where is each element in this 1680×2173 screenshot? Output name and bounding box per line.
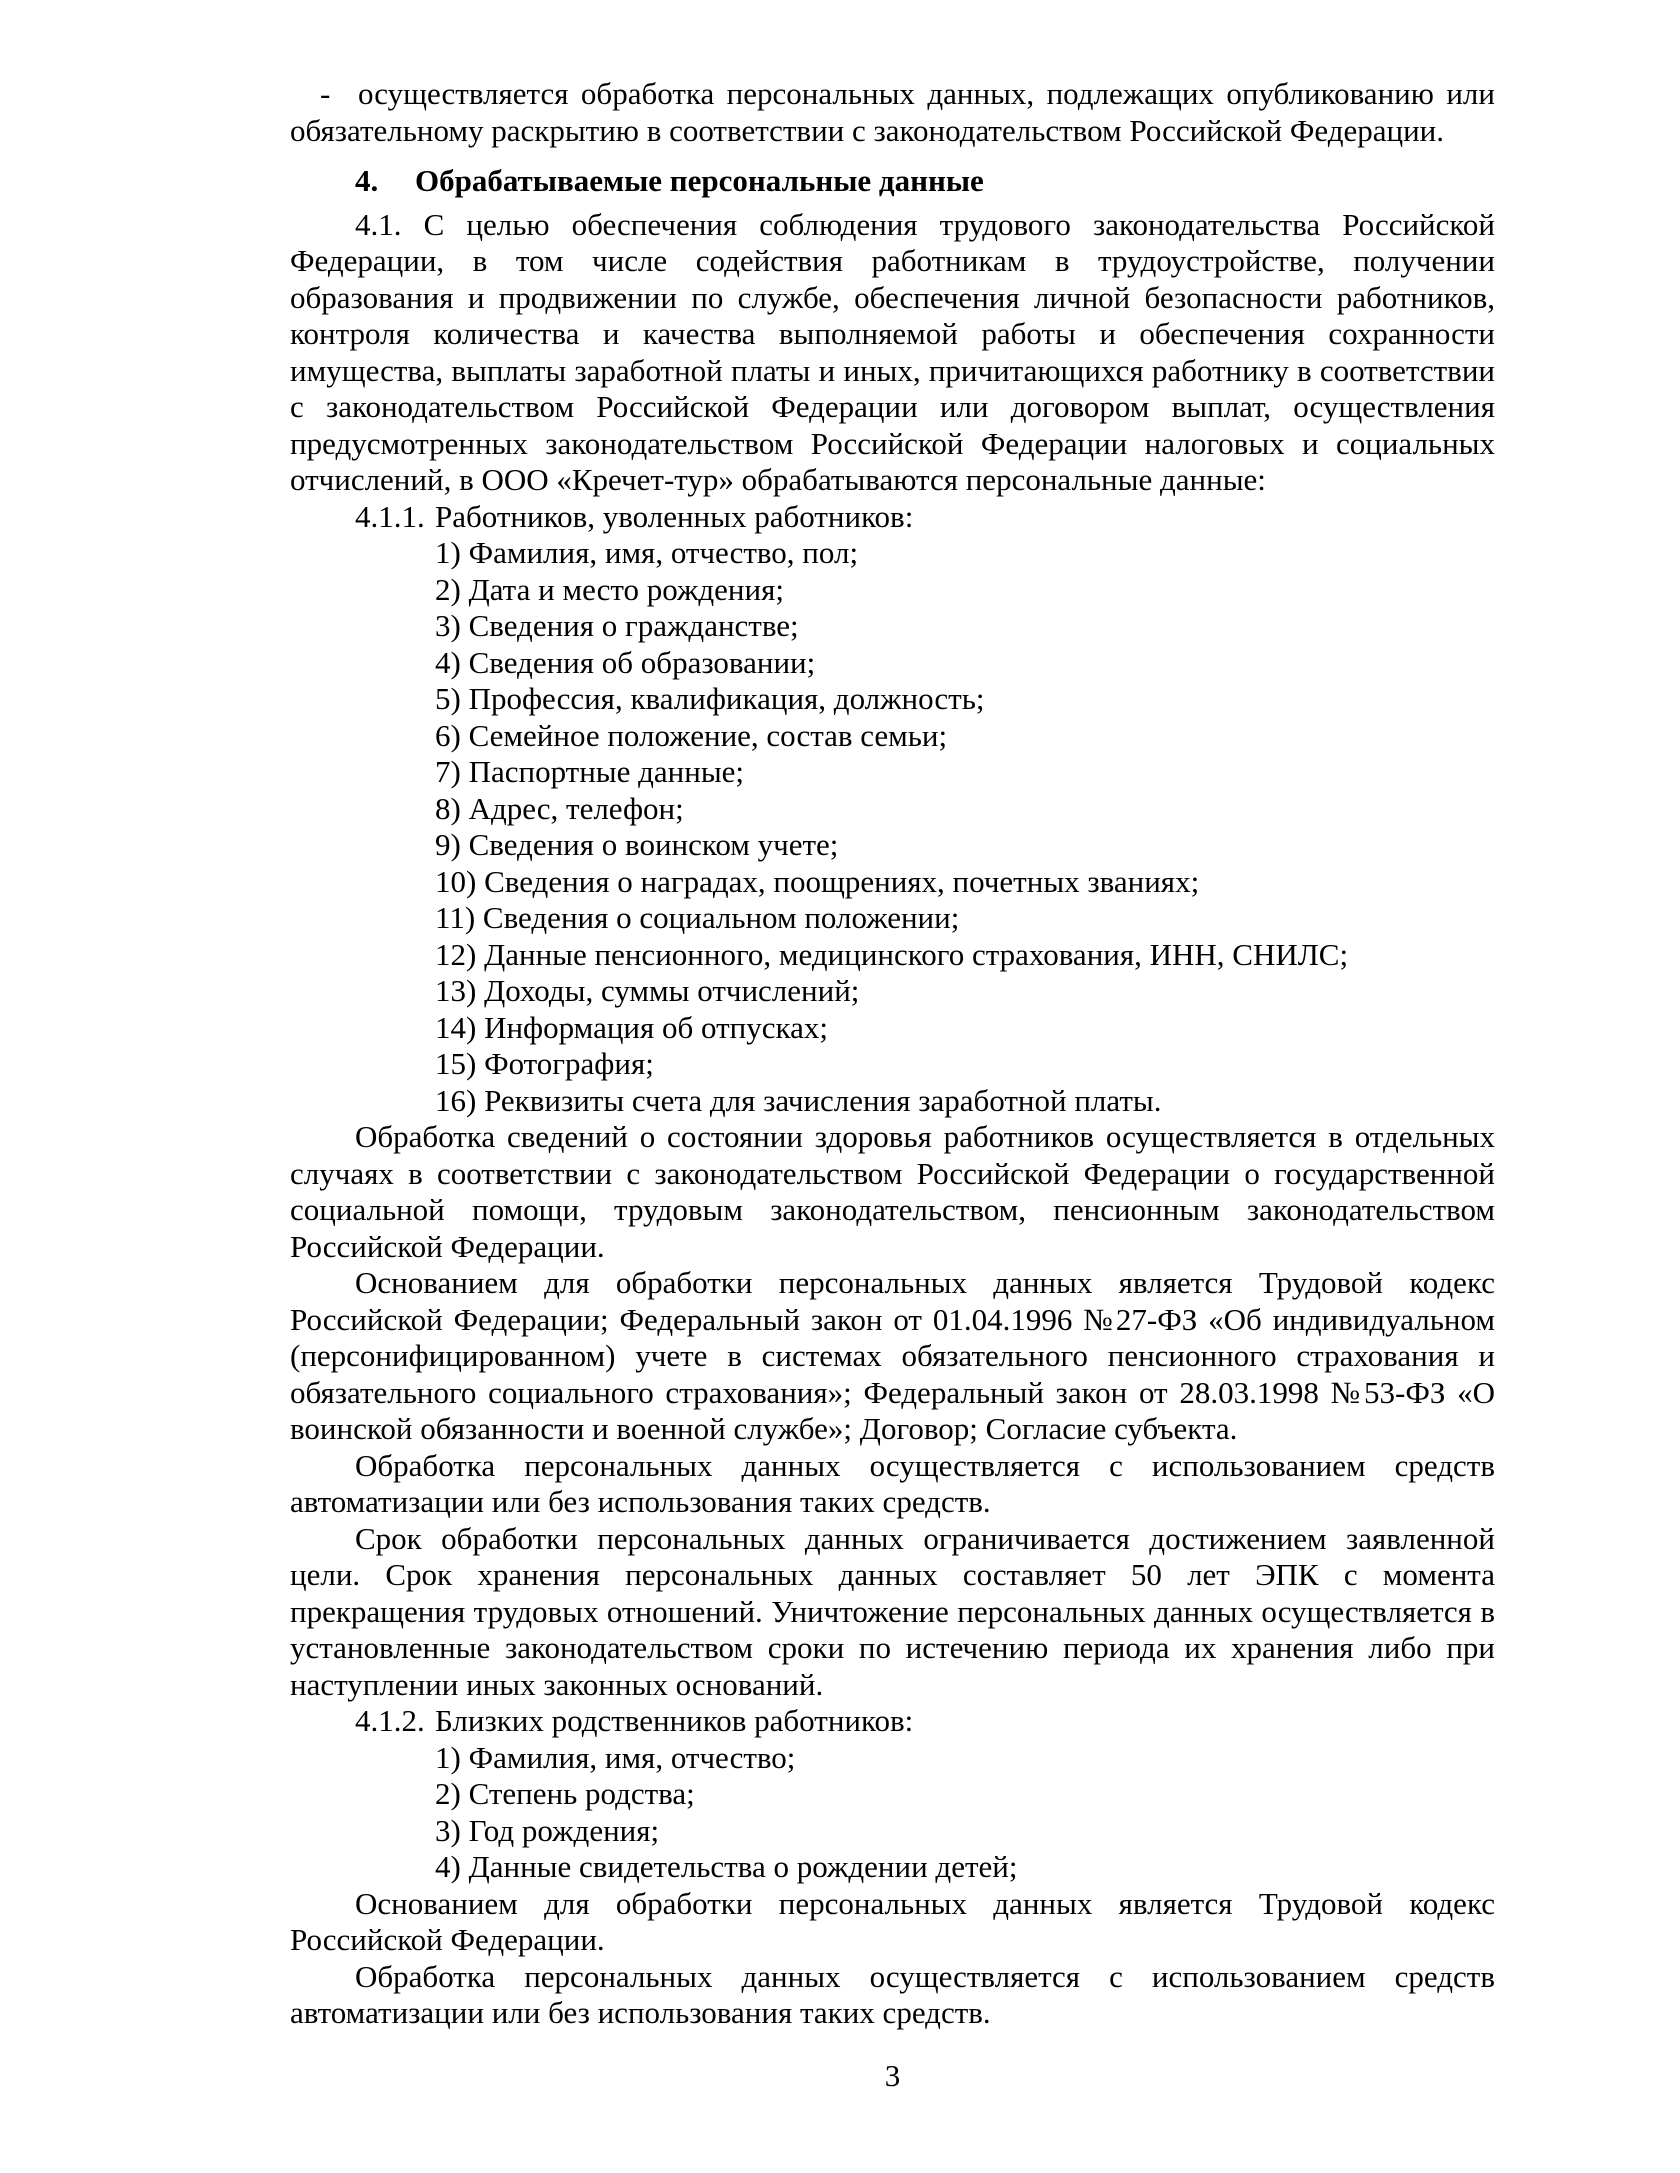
paragraph: Обработка персональных данных осуществляется с использованием средств автоматизации или без использования таких средств.: [290, 1447, 1495, 1519]
list-item: 13) Доходы, суммы отчислений;: [435, 973, 860, 1008]
paragraph: Основанием для обработки персональных данных является Трудовой кодекс Российской Федерации; Федеральный закон от 01.04.1996 №27-ФЗ «Об индивидуальном (персонифицированном) учете в системах обязательного пенсионного страхования и обязательного социального страхования»; Федеральный закон от 28.03.1998 №53-ФЗ «О воинской обязанности и военной службе»; Договор; Согласие субъекта.: [290, 1265, 1495, 1446]
paragraph: Обработка сведений о состоянии здоровья работников осуществляется в отдельных случаях в соответствии с законодательством Российской Федерации о государственной социальной помощи, трудовым законодательством, пенсионным законодательством Российской Федерации.: [290, 1119, 1495, 1264]
clause-text: осуществляется обработка персональных данных, подлежащих опубликованию или обязательному раскрытию в соответствии с законодательством Российской Федерации.: [290, 76, 1495, 148]
list-item: 14) Информация об отпусках;: [435, 1009, 828, 1045]
section-heading: [290, 163, 1495, 200]
list-item: 10) Сведения о наградах, поощрениях, почетных званиях;: [435, 863, 1200, 899]
numbered-clause: [290, 1703, 1495, 1740]
dash-marker: -: [320, 76, 331, 111]
list-item: 4) Данные свидетельства о рождении детей;: [435, 1849, 1018, 1884]
list-item: 7) Паспортные данные;: [435, 754, 745, 789]
list-item: 11) Сведения о социальном положении;: [435, 900, 960, 935]
clause-text: Обрабатываемые персональные данные: [415, 163, 984, 198]
list-item: 12) Данные пенсионного, медицинского страхования, ИНН, СНИЛС;: [435, 936, 1349, 972]
list-item: 1) Фамилия, имя, отчество, пол;: [435, 535, 859, 570]
paragraph: Обработка персональных данных осуществляется с использованием средств автоматизации или без использования таких средств.: [290, 1958, 1495, 2030]
list-item: 8) Адрес, телефон;: [435, 790, 684, 826]
list-item: 9) Сведения о воинском учете;: [435, 827, 839, 862]
page-number: 3: [884, 2058, 901, 2093]
list-item: 3) Год рождения;: [435, 1812, 660, 1848]
list-item: 4) Сведения об образовании;: [435, 644, 816, 680]
list-item: 3) Сведения о гражданстве;: [435, 608, 799, 643]
page-footer: [290, 2058, 1495, 2095]
paragraph: Основанием для обработки персональных данных является Трудовой кодекс Российской Федерации.: [290, 1885, 1495, 1957]
numbered-clause: [290, 499, 1495, 536]
clause-number: 4.1.2.: [355, 1703, 425, 1738]
list-item: 6) Семейное положение, состав семьи;: [435, 717, 948, 753]
list-item: 5) Профессия, квалификация, должность;: [435, 681, 985, 716]
clause-number: 4.1.1.: [355, 498, 425, 534]
list-item: 16) Реквизиты счета для зачисления заработной платы.: [435, 1082, 1162, 1118]
list-item: 1) Фамилия, имя, отчество;: [435, 1739, 796, 1775]
document-body: [290, 76, 1495, 2032]
paragraph: 4.1. С целью обеспечения соблюдения трудового законодательства Российской Федерации, в том числе содействия работникам в трудоустройстве, получении образования и продвижении по службе, обеспечения личной безопасности работников, контроля количества и качества выполняемой работы и обеспечения сохранности имущества, выплаты заработной платы и иных, причитающихся работнику в соответствии с законодательством Российской Федерации или договором выплат, осуществления предусмотренных законодательством Российской Федерации налоговых и социальных отчислений, в ООО «Кречет-тур» обрабатываются персональные данные:: [290, 206, 1495, 497]
list-item: 2) Степень родства;: [435, 1776, 695, 1811]
clause-text: Близких родственников работников:: [435, 1703, 914, 1738]
list-item: 15) Фотография;: [435, 1046, 654, 1081]
clause-text: Работников, уволенных работников:: [435, 498, 914, 534]
clause-number: 4.: [355, 163, 379, 198]
bullet-paragraph: [290, 76, 1495, 149]
list-item: 2) Дата и место рождения;: [435, 571, 784, 607]
paragraph: Срок обработки персональных данных ограничивается достижением заявленной цели. Срок хранения персональных данных составляет 50 лет ЭПК с момента прекращения трудовых отношений. Уничтожение персональных данных осуществляется в установленные законодательством сроки по истечению периода их хранения либо при наступлении иных законных оснований.: [290, 1520, 1495, 1702]
